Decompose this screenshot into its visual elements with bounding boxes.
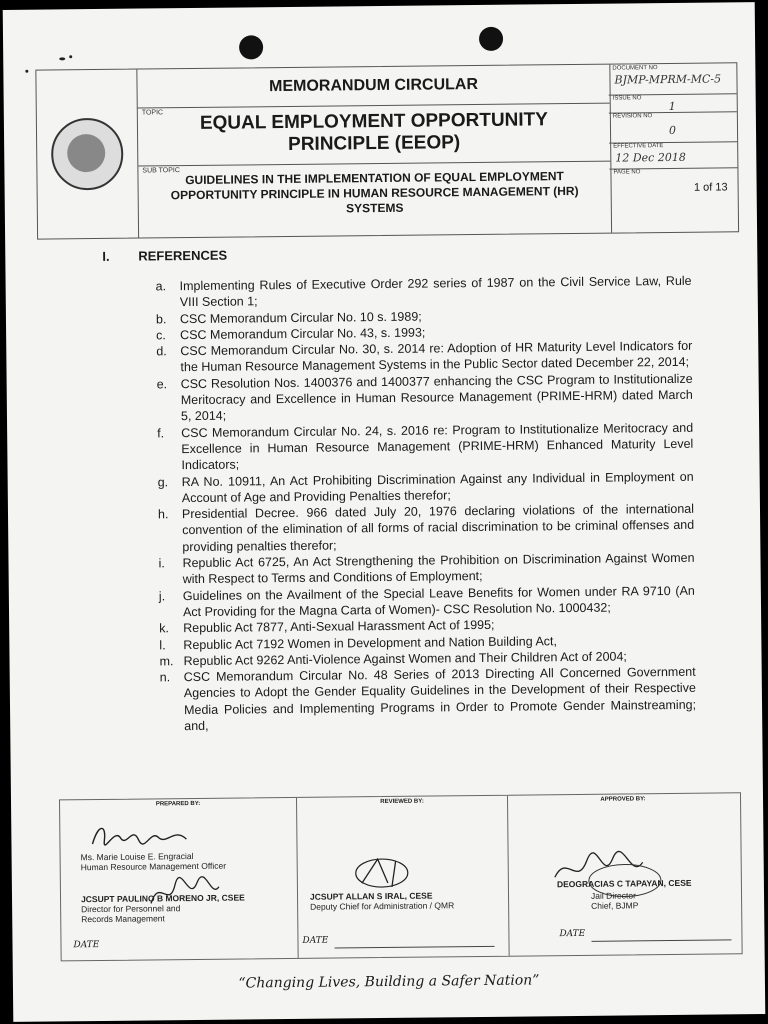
document-control-box (608, 63, 738, 232)
preparer2-title-2: Records Management (81, 913, 165, 925)
punch-hole-left (239, 35, 263, 59)
preparer-title: Human Resource Management Officer (80, 860, 227, 873)
reference-item: b. CSC Memorandum Circular No. 10 s. 1989; (155, 309, 422, 326)
reference-item: d. CSC Memorandum Circular No. 30, s. 2014 re: Adoption of HR Maturity Level Indicators for the Human Resource Management Systems in the Public Sector dated December 22, 2014; (156, 338, 693, 375)
reference-item: k. Republic Act 7877, Anti-Sexual Harassment Act of 1995; (159, 618, 495, 636)
prepared-by-column (60, 798, 298, 960)
issue-no-label: ISSUE NO (612, 95, 642, 102)
effective-date-label: EFFECTIVE DATE (613, 143, 664, 150)
reviewed-date-label: DATE (302, 935, 329, 946)
reviewed-by-label: REVIEWED BY: (380, 798, 424, 806)
approver-name: DEOGRACIAS C TAPAYAN, CESE (556, 877, 692, 890)
scan-speck (25, 70, 28, 73)
document-no-value: BJMP-MPRM-MC-5 (614, 72, 722, 87)
reviewer-name: JCSUPT ALLAN S IRAL, CESE (309, 890, 433, 902)
reference-item: i. Republic Act 6725, An Act Strengthening the Prohibition on Discrimination Against Women with Respect to Terms and Conditions of Employment; (158, 550, 695, 587)
preparer2-name: JCSUPT PAULINO B MORENO JR, CSEE (80, 892, 245, 905)
reference-item: m. Republic Act 9262 Anti-Violence Against Women and Their Children Act of 2004; (159, 649, 627, 669)
reference-item: j. Guidelines on the Availment of the Special Leave Benefits for Women under RA 9710 (An Act Providing for the Magna Carta of Women)- CSC Resolution No. 1000432; (158, 583, 695, 620)
header-center (136, 65, 612, 238)
revision-no-label: REVISION NO (612, 113, 653, 120)
memo-title: MEMORANDUM CIRCULAR (269, 75, 479, 96)
reviewer-title: Deputy Chief for Administration / QMR (310, 900, 455, 912)
reference-item: n. CSC Memorandum Circular No. 48 Series of 2013 Directing All Concerned Government Agencies to Adopt the Gender Equality Guidelines in the Development of their Respective Media Policies and Implementing Programs in Order to Promote Gender Mainstreaming; and, (159, 664, 697, 734)
scan-speck (69, 55, 72, 58)
effective-date-value: 12 Dec 2018 (615, 150, 686, 165)
page-no-label: PAGE NO (613, 169, 641, 176)
section-title: REFERENCES (138, 247, 228, 264)
reference-item: l. Republic Act 7192 Women in Development and Nation Building Act, (159, 633, 558, 652)
reference-item: g. RA No. 10911, An Act Prohibiting Discrimination Against any Individual in Employment on Account of Age and Providing Penalties therefor; (157, 469, 694, 505)
references-list (156, 273, 697, 735)
scan-speck (59, 57, 65, 60)
preparer-signature (88, 817, 198, 854)
page-no-value: 1 of 13 (693, 181, 728, 194)
approver-title-1: Jail Director (590, 890, 636, 901)
subtopic-label: SUB TOPIC (142, 167, 180, 175)
signature-block (59, 792, 743, 961)
approved-by-label: APPROVED BY: (600, 796, 646, 803)
reference-item: a. Implementing Rules of Executive Order 292 series of 1987 on the Civil Service Law, Rule VIII Section 1; (155, 273, 692, 310)
punch-hole-right (479, 27, 503, 51)
prepared-by-label: PREPARED BY: (155, 800, 201, 808)
reviewer-signature (348, 853, 418, 894)
subtopic-text: GUIDELINES IN THE IMPLEMENTATION OF EQUAL EMPLOYMENT OPPORTUNITY PRINCIPLE IN HUMAN RESOURCE MANAGEMENT (HR) SYSTEMS (170, 169, 579, 216)
preparer-name: Ms. Marie Louise E. Engracial (80, 851, 194, 863)
revision-no-value: 0 (668, 123, 677, 137)
reference-item: h. Presidential Decree. 966 dated July 20, 1976 declaring violations of the international convention of the elimination of all forms of racial discrimination to be criminal offenses and providing penalties therefor; (157, 501, 695, 554)
bjmp-seal-logo (51, 118, 124, 191)
approved-date-label: DATE (559, 928, 586, 940)
motto-footer: “Changing Lives, Building a Safer Nation” (238, 972, 540, 992)
issue-no-value: 1 (668, 99, 676, 113)
approver-title-2: Chief, BJMP (591, 900, 639, 911)
reviewed-by-column (296, 796, 510, 958)
document-page (3, 2, 766, 1022)
approved-by-column (506, 793, 742, 955)
section-heading (102, 247, 228, 264)
reference-item: e. CSC Resolution Nos. 1400376 and 1400377 enhancing the CSC Program to Institutionalize Meritocracy and Excellence in Human Resource Management (PRIME-HRM) dated March 5, 2014; (156, 371, 693, 424)
topic-text: EQUAL EMPLOYMENT OPPORTUNITY PRINCIPLE (EEOP) (199, 109, 549, 155)
document-no-label: DOCUMENT NO (612, 65, 658, 72)
document-header (35, 62, 739, 239)
section-number: I. (102, 248, 110, 264)
topic-label: TOPIC (141, 109, 164, 117)
preparer2-title-1: Director for Personnel and (81, 903, 181, 915)
reference-item: c. CSC Memorandum Circular No. 43, s. 1993; (156, 325, 426, 343)
prepared-date-label: DATE (73, 940, 100, 951)
reference-item: f. CSC Memorandum Circular No. 24, s. 2016 re: Program to Institutionalize Meritocracy and Excellence in Human Resource Management (PRIME-HRM) Enhanced Maturity Level Indicators; (157, 420, 694, 473)
